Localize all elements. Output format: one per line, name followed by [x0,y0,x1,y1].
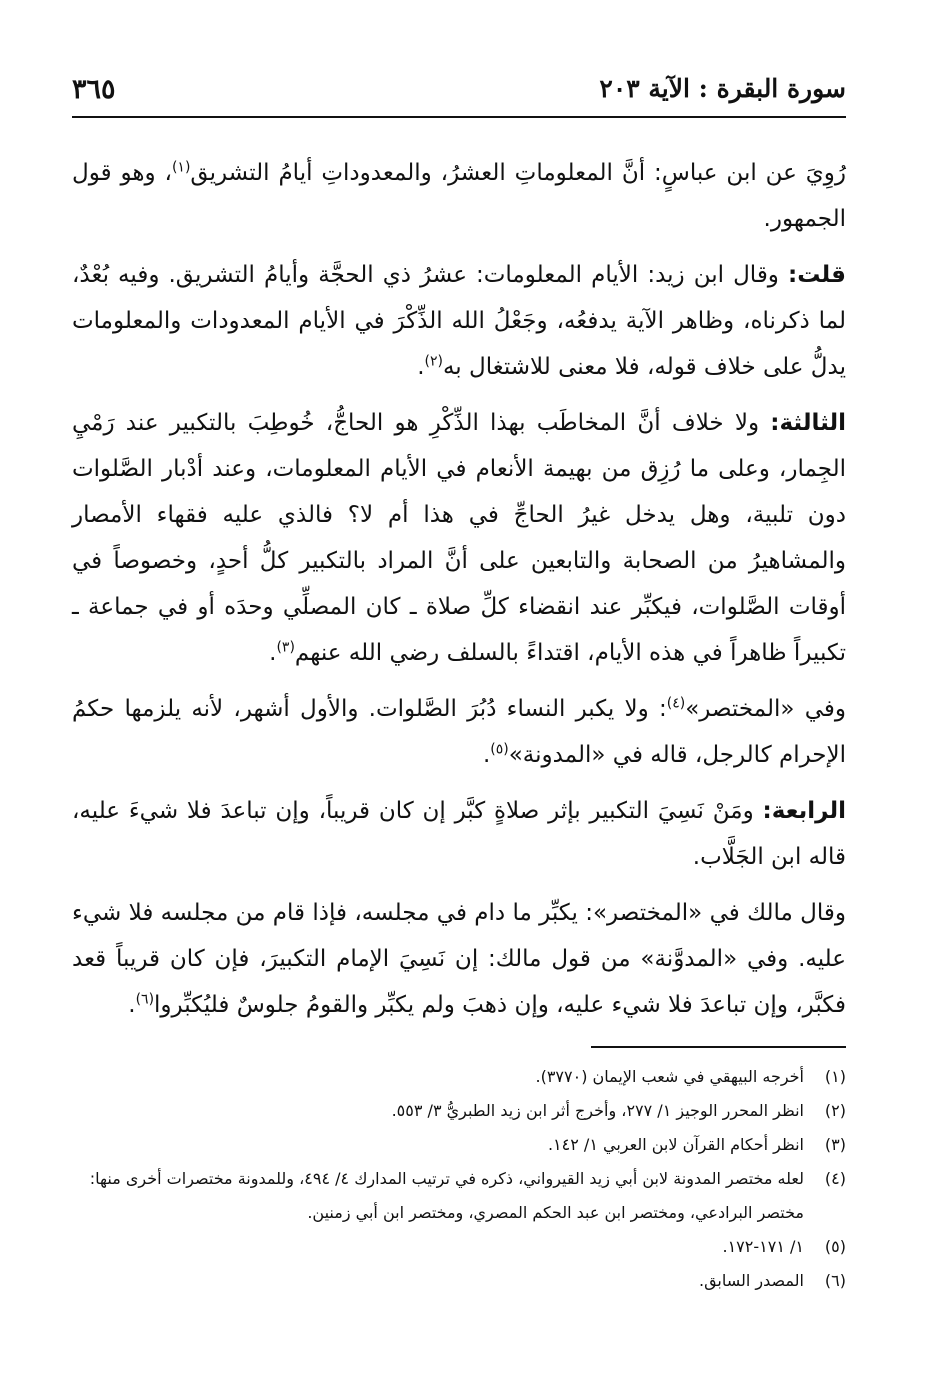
footnote-5 [72,1230,846,1264]
footnote-2 [72,1094,846,1128]
footnote-text: المصدر السابق. [698,1271,804,1290]
footnotes [72,1060,846,1298]
section-label-third: الثالثة: [770,410,846,436]
footnote-separator [591,1046,846,1048]
footnote-number: (٥) [824,1237,846,1256]
paragraph-4: وفي «المختصر»$^{(٤)}$: ولا يكبر النساء دُبُرَ الصَّلوات. والأول أشهر، لأنه يلزمها حكمُ الإحرام كالرجل، قاله في «المدونة»$^{(٥)}$. [72,695,846,768]
footnote-ref-4: (٤) [666,695,686,712]
section-label-qultu: قلت: [788,262,846,288]
footnote-text: انظر أحكام القرآن لابن العربي ١/ ١٤٢. [547,1135,804,1154]
footnote-number: (٤) [824,1169,846,1188]
footnote-text: ١/ ١٧١-١٧٢. [722,1237,804,1256]
paragraph-1: رُوِيَ عن ابن عباسٍ: أنَّ المعلوماتِ العشرُ، والمعدوداتِ أيامُ التشريق$^{(١)}$، وهو قول الجمهور. [72,159,846,232]
paragraph-6: وقال مالك في «المختصر»: يكبِّر ما دام في مجلسه، فإذا قام من مجلسه فلا شيء عليه. وفي «المدوَّنة» من قول مالك: إن نَسِيَ الإمام التكبيرَ، فإن كان قريباً قعد فكبَّر، وإن تباعدَ فلا شيء عليه، وإن ذهبَ ولم يكبِّر والقومُ جلوسٌ فليُكبِّروا$^{(٦)}$. [72,900,846,1018]
footnote-number: (٣) [824,1135,846,1154]
paragraph-5: الرابعة: ومَنْ نَسِيَ التكبير بإثر صلاةٍ كبَّر إن كان قريباً، وإن تباعدَ فلا شيءَ عليه، قاله ابن الجَلَّاب. [72,798,846,870]
footnote-ref-6: (٦) [135,991,155,1008]
footnote-ref-3: (٣) [276,639,295,656]
main-text [72,150,846,1038]
footnote-3 [72,1128,846,1162]
footnote-text: لعله مختصر المدونة لابن أبي زيد القيرواني، ذكره في ترتيب المدارك ٤/ ٤٩٤، وللمدونة مختصرات أخرى منها: مختصر البرادعي، ومختصر ابن عبد الحكم المصري، ومختصر ابن أبي زمنين. [89,1169,804,1222]
section-label-fourth: الرابعة: [762,798,846,824]
footnote-1 [72,1060,846,1094]
footnote-number: (٦) [824,1271,846,1290]
footnote-4 [72,1162,846,1230]
footnote-text: أخرجه البيهقي في شعب الإيمان (٣٧٧٠). [535,1067,804,1086]
footnote-number: (٢) [824,1101,846,1120]
footnote-number: (١) [824,1067,846,1086]
paragraph-3: الثالثة: ولا خلاف أنَّ المخاطَب بهذا الذِّكْرِ هو الحاجُّ، خُوطِبَ بالتكبير عند رَمْيِ الجِمار، وعلى ما رُزِق من بهيمة الأنعام في الأيام المعلومات، وعند أدْبار الصَّلوات دون تلبية، وهل يدخل غيرُ الحاجِّ في هذا أم لا؟ فالذي عليه فقهاء الأمصار والمشاهيرُ من الصحابة والتابعين على أنَّ المراد بالتكبير كلُّ أحدٍ، وخصوصاً في أوقات الصَّلوات، فيكبِّر عند انقضاء كلِّ صلاة ـ كان المصلِّي وحدَه أو في جماعة ـ تكبيراً ظاهراً في هذه الأيام، اقتداءً بالسلف رضي الله عنهم$^{(٣)}$. [72,410,846,666]
paragraph-2: قلت: وقال ابن زيد: الأيام المعلومات: عشرُ ذي الحجَّة وأيامُ التشريق. وفيه بُعْدٌ، لما ذكرناه، وظاهر الآية يدفعُه، وجَعْلُ الله الذِّكْرَ في الأيام المعدودات والمعلومات يدلُّ على خلاف قوله، فلا معنى للاشتغال به$^{(٢)}$. [72,262,846,380]
footnote-ref-1: (١) [171,159,191,176]
surah-title: سورة البقرة : الآية ٢٠٣ [599,74,846,103]
footnote-6 [72,1264,846,1298]
page-number: ٣٦٥ [72,74,116,105]
footnote-ref-5: (٥) [490,741,509,758]
page-header [72,68,846,118]
footnote-text: انظر المحرر الوجيز ١/ ٢٧٧، وأخرج أثر ابن زيد الطبريُّ ٣/ ٥٥٣. [391,1101,804,1120]
footnote-ref-2: (٢) [424,353,443,370]
